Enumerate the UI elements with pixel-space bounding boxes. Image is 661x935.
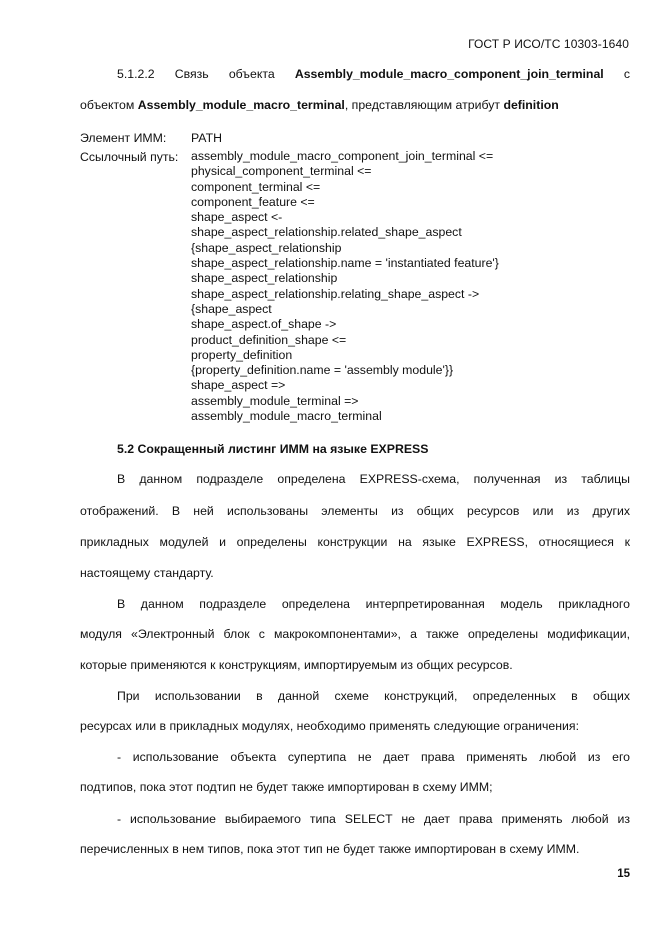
subsection-heading-line1 [117, 67, 630, 81]
paragraph-1-line-3: прикладных модулей и определены конструкции на языке EXPRESS, относящиеся к [80, 535, 630, 549]
paragraph-1-line-4: настоящему стандарту. [80, 566, 214, 580]
paragraph-1-line-1: В данном подразделе определена EXPRESS-схема, полученная из таблицы [117, 472, 630, 486]
ref-path-line: product_definition_shape <= [191, 332, 347, 347]
paragraph-2-line-3: которые применяются к конструкциям, импортируемым из общих ресурсов. [80, 658, 513, 672]
ref-path-line: {shape_aspect [191, 301, 272, 316]
section-heading: 5.2 Сокращенный листинг ИММ на языке EXPRESS [117, 442, 429, 456]
target-entity-name: Assembly_module_macro_terminal [137, 98, 345, 112]
subsection-heading-line2 [80, 98, 559, 112]
ref-path-line: shape_aspect.of_shape -> [191, 317, 337, 332]
ref-path-label: Ссылочный путь: [80, 150, 179, 164]
list-item-1-line-2: подтипов, пока этот подтип не будет также импортирован в схему ИММ; [80, 780, 493, 794]
attribute-name: definition [503, 98, 559, 112]
paragraph-3-line-2: ресурсах или в прикладных модулях, необходимо применять следующие ограничения: [80, 719, 579, 733]
list-item-2-line-1: - использование выбираемого типа SELECT не дает права применять любой из [117, 812, 630, 826]
ref-path-line: {shape_aspect_relationship [191, 240, 342, 255]
ref-path-line: shape_aspect_relationship [191, 271, 338, 286]
ref-path [191, 149, 499, 424]
paragraph-3-line-1: При использовании в данной схеме конструкций, определенных в общих [117, 689, 630, 703]
entity-name: Assembly_module_macro_component_join_terminal [294, 67, 604, 81]
ref-path-line: assembly_module_terminal => [191, 393, 359, 408]
subsection-line2-mid: , представляющим атрибут [344, 98, 501, 112]
subsection-lead: Связь объекта [174, 67, 275, 81]
ref-path-line: shape_aspect <- [191, 210, 283, 225]
list-item-1-line-1: - использование объекта супертипа не дает права применять любой из его [117, 750, 630, 764]
subsection-tail: с [623, 67, 630, 81]
ref-path-line: physical_component_terminal <= [191, 164, 372, 179]
ref-path-line: shape_aspect_relationship.name = 'instantiated feature'} [191, 256, 499, 271]
ref-path-line: shape_aspect_relationship.related_shape_aspect [191, 225, 462, 240]
page-number: 15 [617, 868, 630, 880]
paragraph-1-line-2: отображений. В ней использованы элементы из общих ресурсов или из других [80, 504, 630, 518]
ref-path-line: assembly_module_macro_terminal [191, 409, 382, 424]
ref-path-line: property_definition [191, 347, 293, 362]
subsection-number: 5.1.2.2 [117, 67, 155, 81]
paragraph-2-line-1: В данном подразделе определена интерпретированная модель прикладного [117, 597, 630, 611]
ref-path-line: component_feature <= [191, 194, 315, 209]
ref-path-line: {property_definition.name = 'assembly module'}} [191, 363, 454, 378]
element-label: Элемент ИММ: [80, 131, 167, 145]
ref-path-line: shape_aspect_relationship.relating_shape_aspect -> [191, 286, 480, 301]
paragraph-2-line-2: модуля «Электронный блок с макрокомпонентами», а также определены модификации, [80, 627, 630, 641]
subsection-line2-pre: объектом [80, 98, 135, 112]
ref-path-line: shape_aspect => [191, 378, 286, 393]
document-header: ГОСТ Р ИСО/ТС 10303-1640 [468, 37, 629, 51]
ref-path-line: assembly_module_macro_component_join_terminal <= [191, 149, 494, 163]
element-value: PATH [191, 131, 222, 145]
ref-path-line: component_terminal <= [191, 179, 321, 194]
list-item-2-line-2: перечисленных в нем типов, пока этот тип не будет также импортирован в схему ИММ. [80, 842, 580, 856]
